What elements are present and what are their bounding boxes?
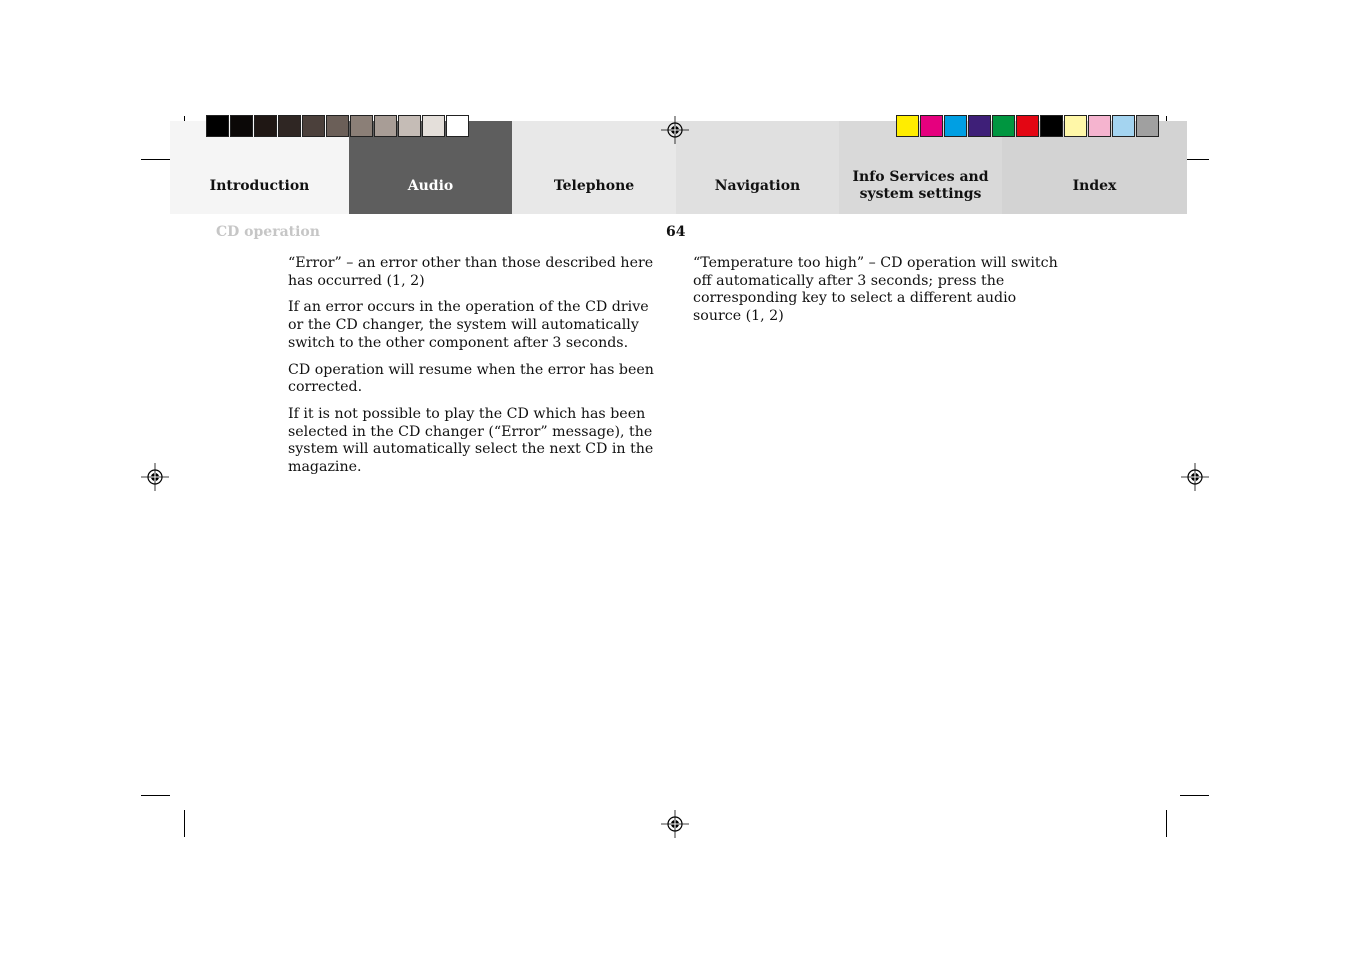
crop-mark — [184, 810, 185, 837]
color-swatch — [422, 115, 445, 137]
tab-telephone[interactable] — [512, 121, 676, 214]
crop-mark — [141, 159, 170, 160]
color-swatch — [1016, 115, 1039, 137]
color-swatch — [446, 115, 469, 137]
color-swatch — [968, 115, 991, 137]
page-header — [0, 224, 1351, 244]
left-column — [288, 255, 660, 486]
color-swatch — [230, 115, 253, 137]
color-swatch — [278, 115, 301, 137]
color-swatch — [350, 115, 373, 137]
registration-mark-icon — [661, 116, 689, 144]
color-swatch — [206, 115, 229, 137]
tab-label: Navigation — [714, 178, 801, 194]
registration-mark-icon — [1181, 463, 1209, 491]
color-swatch — [1136, 115, 1159, 137]
color-swatch — [1064, 115, 1087, 137]
crop-mark — [1166, 810, 1167, 837]
tab-label: Telephone — [553, 178, 635, 194]
paragraph: “Temperature too high” – CD operation will switch off automatically after 3 seconds; press the corresponding key to select a different audio source (1, 2) — [693, 255, 1058, 325]
color-swatch — [1088, 115, 1111, 137]
color-swatch — [944, 115, 967, 137]
crop-mark — [1180, 795, 1209, 796]
paragraph: “Error” – an error other than those described here has occurred (1, 2) — [288, 255, 654, 289]
paragraph: CD operation will resume when the error has been corrected. — [288, 361, 654, 396]
tab-label: Introduction — [209, 178, 310, 194]
color-swatch — [896, 115, 919, 137]
color-swatch — [398, 115, 421, 137]
section-title: CD operation — [216, 224, 320, 240]
tab-label: Info Services and system settings — [852, 169, 989, 202]
tab-navigation[interactable] — [676, 121, 839, 214]
color-swatch — [302, 115, 325, 137]
registration-mark-icon — [661, 810, 689, 838]
color-swatch — [326, 115, 349, 137]
right-column — [693, 255, 1065, 335]
tab-label: Index — [1072, 178, 1117, 194]
gray-calibration-strip — [206, 115, 470, 137]
color-swatch — [254, 115, 277, 137]
color-calibration-strip — [896, 115, 1160, 137]
color-swatch — [920, 115, 943, 137]
paragraph: If it is not possible to play the CD which has been selected in the CD changer (“Error” message), the system will automatically select the next CD in the magazine. — [288, 405, 654, 476]
color-swatch — [992, 115, 1015, 137]
registration-mark-icon — [141, 463, 169, 491]
tab-label: Audio — [407, 178, 454, 194]
crop-mark — [141, 795, 170, 796]
paragraph: If an error occurs in the operation of the CD drive or the CD changer, the system will automatically switch to the other component after 3 seconds. — [288, 299, 649, 351]
color-swatch — [374, 115, 397, 137]
color-swatch — [1040, 115, 1063, 137]
color-swatch — [1112, 115, 1135, 137]
page-number: 64 — [666, 224, 686, 240]
